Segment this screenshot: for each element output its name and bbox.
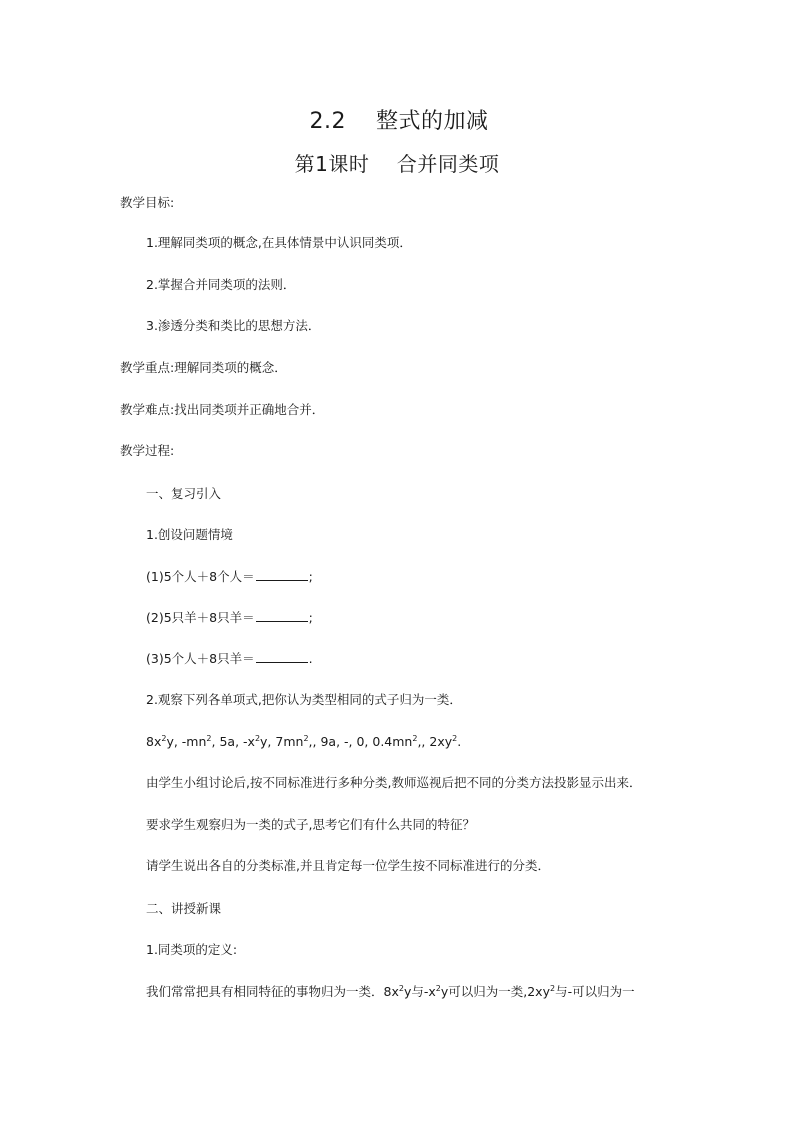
section2-heading: 二、讲授新课 <box>146 901 222 916</box>
definition-text: y可以归为一类,2xy <box>440 984 550 999</box>
paragraph-observe: 要求学生观察归为一类的式子,思考它们有什么共同的特征？ <box>146 817 475 832</box>
paragraph-grouping: 由学生小组讨论后,按不同标准进行多种分类,教师巡视后把不同的分类方法投影显示出来． <box>146 775 642 790</box>
exponent: 2 <box>206 734 212 743</box>
monomial-text: . <box>457 734 462 749</box>
monomial-text: ,, 2xy <box>417 734 453 749</box>
process-heading: 教学过程: <box>120 443 175 458</box>
section1-step2: 2.观察下列各单项式,把你认为类型相同的式子归为一类． <box>146 692 462 707</box>
monomial-text: y, 7mn <box>260 734 304 749</box>
objective-item-1: 1.理解同类项的概念,在具体情景中认识同类项． <box>146 235 412 250</box>
objective-item-3: 3.渗透分类和类比的思想方法． <box>146 318 321 333</box>
monomial-text: 8x <box>146 734 162 749</box>
objectives-heading: 教学目标: <box>120 195 175 210</box>
answer-blank <box>256 650 308 663</box>
monomial-text: y, -mn <box>166 734 207 749</box>
exponent: 2 <box>254 734 261 743</box>
exponent: 2 <box>398 984 404 993</box>
definition-text: y与-x <box>403 984 436 999</box>
exponent: 2 <box>435 984 441 993</box>
key-point: 教学重点:理解同类项的概念． <box>120 360 287 375</box>
paragraph-standards: 请学生说出各自的分类标准,并且肯定每一位学生按不同标准进行的分类． <box>146 858 550 873</box>
section-number: 2.2 <box>309 109 346 134</box>
exponent: 2 <box>549 984 556 993</box>
question-1-text: (1)5个人＋8个人＝ <box>146 569 255 584</box>
exponent: 2 <box>303 734 309 743</box>
exponent: 2 <box>412 734 418 743</box>
lesson-subtitle <box>0 148 794 177</box>
difficulty: 教学难点:找出同类项并正确地合并． <box>120 402 325 417</box>
question-2-text: (2)5只羊＋8只羊＝ <box>146 610 255 625</box>
question-2 <box>146 609 313 626</box>
monomial-list <box>146 734 461 750</box>
question-2-end: ; <box>308 610 313 625</box>
monomial-text: , 5a, -x <box>211 734 255 749</box>
page-title <box>0 104 794 135</box>
section-title: 整式的加减 <box>375 109 489 134</box>
definition-paragraph <box>146 984 635 1000</box>
definition-text: 我们常常把具有相同特征的事物归为一类．8x <box>146 984 399 999</box>
section2-step1: 1.同类项的定义: <box>146 942 238 957</box>
answer-blank <box>256 609 308 622</box>
exponent: 2 <box>161 734 167 743</box>
question-3-text: (3)5个人＋8只羊＝ <box>146 651 255 666</box>
question-3 <box>146 650 313 667</box>
lesson-topic: 合并同类项 <box>396 152 500 176</box>
question-3-end: . <box>308 651 313 666</box>
section1-heading: 一、复习引入 <box>146 486 222 501</box>
objective-item-2: 2.掌握合并同类项的法则． <box>146 277 296 292</box>
lesson-number: 第1课时 <box>294 152 370 176</box>
question-1 <box>146 568 313 585</box>
exponent: 2 <box>452 734 458 743</box>
section1-step1: 1.创设问题情境 <box>146 527 233 542</box>
monomial-text: ,, 9a, -, 0, 0.4mn <box>308 734 413 749</box>
definition-text: 与-可以归为一 <box>555 984 635 999</box>
answer-blank <box>256 568 308 581</box>
question-1-end: ; <box>308 569 313 584</box>
